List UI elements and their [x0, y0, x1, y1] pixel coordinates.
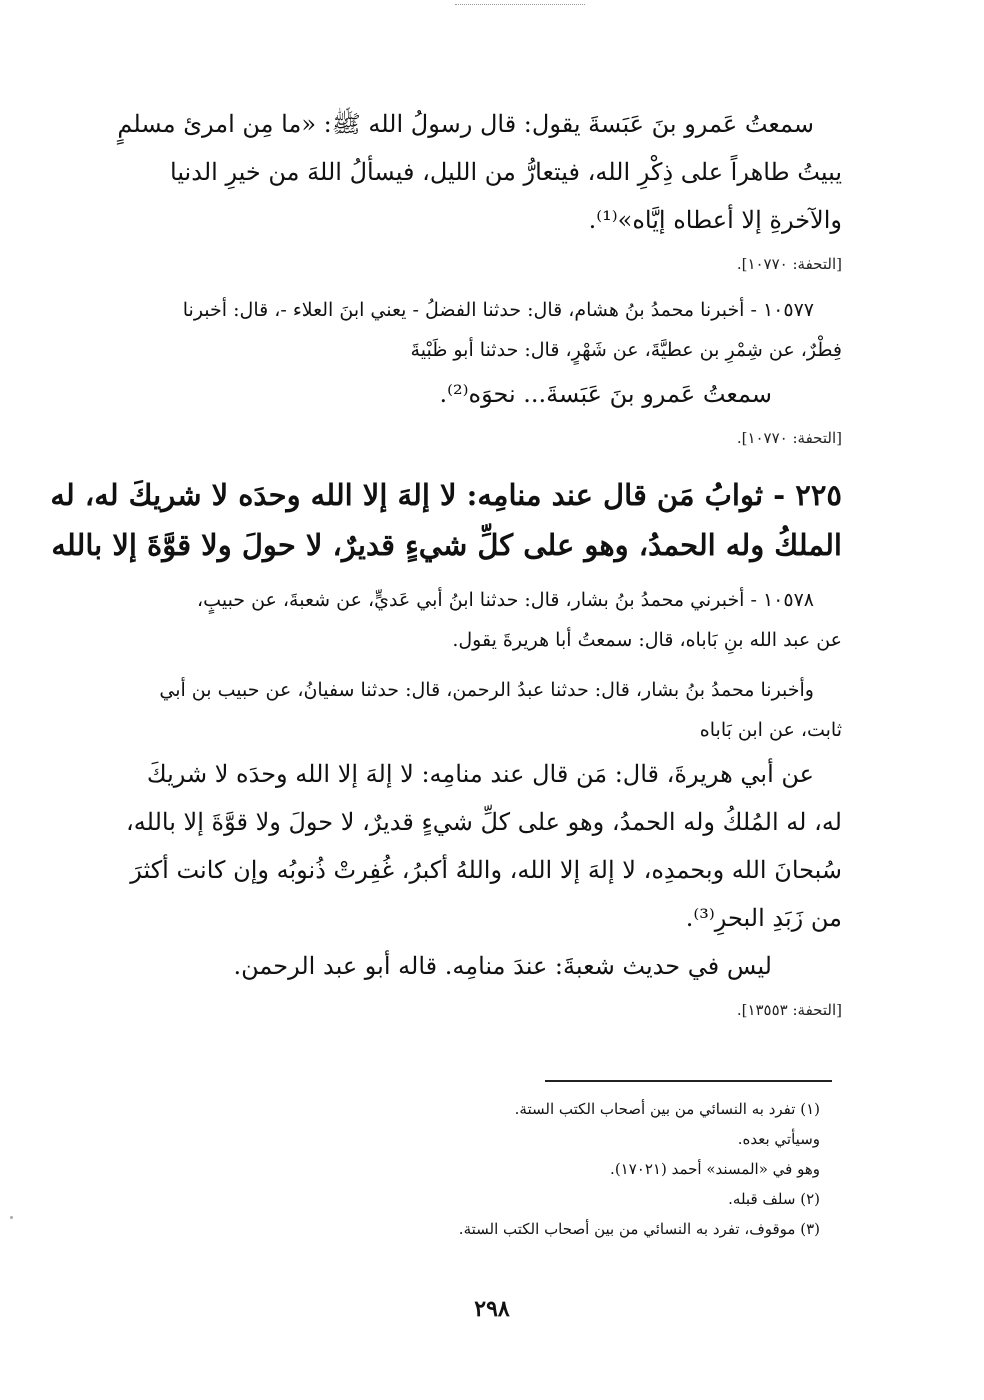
page-number: ٢٩٨ — [474, 1296, 510, 1322]
top-edge-rule — [455, 4, 585, 5]
footnote-separator — [545, 1080, 832, 1082]
text-line: له، له المُلكُ وله الحمدُ، وهو على كلِّ شيءٍ قديرٌ، لا حولَ ولا قوَّةَ إلا بالله، — [126, 808, 842, 836]
text-line: عن أبي هريرةَ، قال: مَن قال عند منامِه: لا إلهَ إلا الله وحدَه لا شريكَ — [146, 760, 814, 788]
footnote-line: (٢) سلف قبله. — [728, 1190, 820, 1208]
footnote-line: (١) تفرد به النسائي من بين أصحاب الكتب الستة. — [514, 1100, 820, 1118]
heading-line: الملكُ وله الحمدُ، وهو على كلِّ شيءٍ قديرٌ، لا حولَ ولا قوَّةَ إلا بالله — [51, 528, 842, 562]
hadith-matn — [128, 750, 842, 942]
chapter-heading — [50, 470, 842, 570]
page-body — [50, 100, 842, 1036]
footnote-line: وسيأتي بعده. — [737, 1130, 820, 1148]
text-line: والآخرةِ إلا أعطاه إيَّاه»⁽¹⁾. — [588, 206, 842, 234]
text-line: ١٠٥٧٧ - أخبرنا محمدُ بنُ هشام، قال: حدثنا الفضلُ - يعني ابنَ العلاء -، قال: أخبرنا — [182, 299, 814, 321]
text-line: سُبحانَ الله وبحمدِه، لا إلهَ إلا الله، واللهُ أكبرُ، غُفِرتْ ذُنوبُه وإن كانت أكثرَ — [130, 856, 842, 884]
text-line: سمعتُ عَمرو بنَ عَبَسةَ... نحوَه⁽²⁾. — [439, 380, 772, 408]
tuhfa-reference-1: [التحفة: ١٠٧٧٠]. — [736, 255, 842, 273]
text-line: فِطْرٌ، عن شِمْرِ بن عطيَّةَ، عن شَهْرٍ، قال: حدثنا أبو ظَبْيةَ — [410, 339, 842, 361]
tuhfa-reference-2: [التحفة: ١٠٧٧٠]. — [736, 429, 842, 447]
text-line: عن عبد الله بنِ بَاباه، قال: سمعتُ أبا هريرةَ يقول. — [452, 629, 842, 651]
footnote-line: (٣) موقوف، تفرد به النسائي من بين أصحاب الكتب الستة. — [458, 1220, 820, 1238]
tuhfa-reference-3: [التحفة: ١٣٥٥٣]. — [736, 1001, 842, 1019]
text-line: سمعتُ عَمرو بنَ عَبَسةَ يقول: قال رسولُ الله ﷺ: «ما مِن امرئ مسلمٍ — [117, 110, 814, 138]
heading-line: ٢٢٥ - ثوابُ مَن قال عند منامِه: لا إلهَ إلا الله وحدَه لا شريكَ له، له — [50, 478, 842, 512]
isnad-paragraph — [128, 670, 842, 750]
hadith-10578 — [128, 580, 842, 660]
text-line: من زَبَدِ البحرِ⁽³⁾. — [685, 904, 842, 932]
text-line: وأخبرنا محمدُ بنُ بشار، قال: حدثنا عبدُ الرحمن، قال: حدثنا سفيانُ، عن حبيب بن أبي — [159, 679, 814, 701]
text-line: ثابت، عن ابن بَاباه — [699, 719, 842, 741]
text-line: ١٠٥٧٨ - أخبرني محمدُ بنُ بشار، قال: حدثنا ابنُ أبي عَديٍّ، عن شعبةَ، عن حبيبٍ، — [197, 589, 814, 611]
text-line: يبيتُ طاهراً على ذِكْرِ الله، فيتعارُّ من الليل، فيسألُ اللهَ من خيرِ الدنيا — [170, 158, 842, 186]
hadith-10577 — [128, 290, 842, 418]
hadith-text-1 — [117, 100, 842, 244]
footnote-line: وهو في «المسند» أحمد (١٧٠٢١). — [610, 1160, 820, 1178]
footnotes — [380, 1094, 820, 1244]
scan-speck — [10, 1216, 13, 1219]
author-note: ليس في حديث شعبةَ: عندَ منامِه. قاله أبو عبد الرحمن. — [233, 952, 772, 980]
